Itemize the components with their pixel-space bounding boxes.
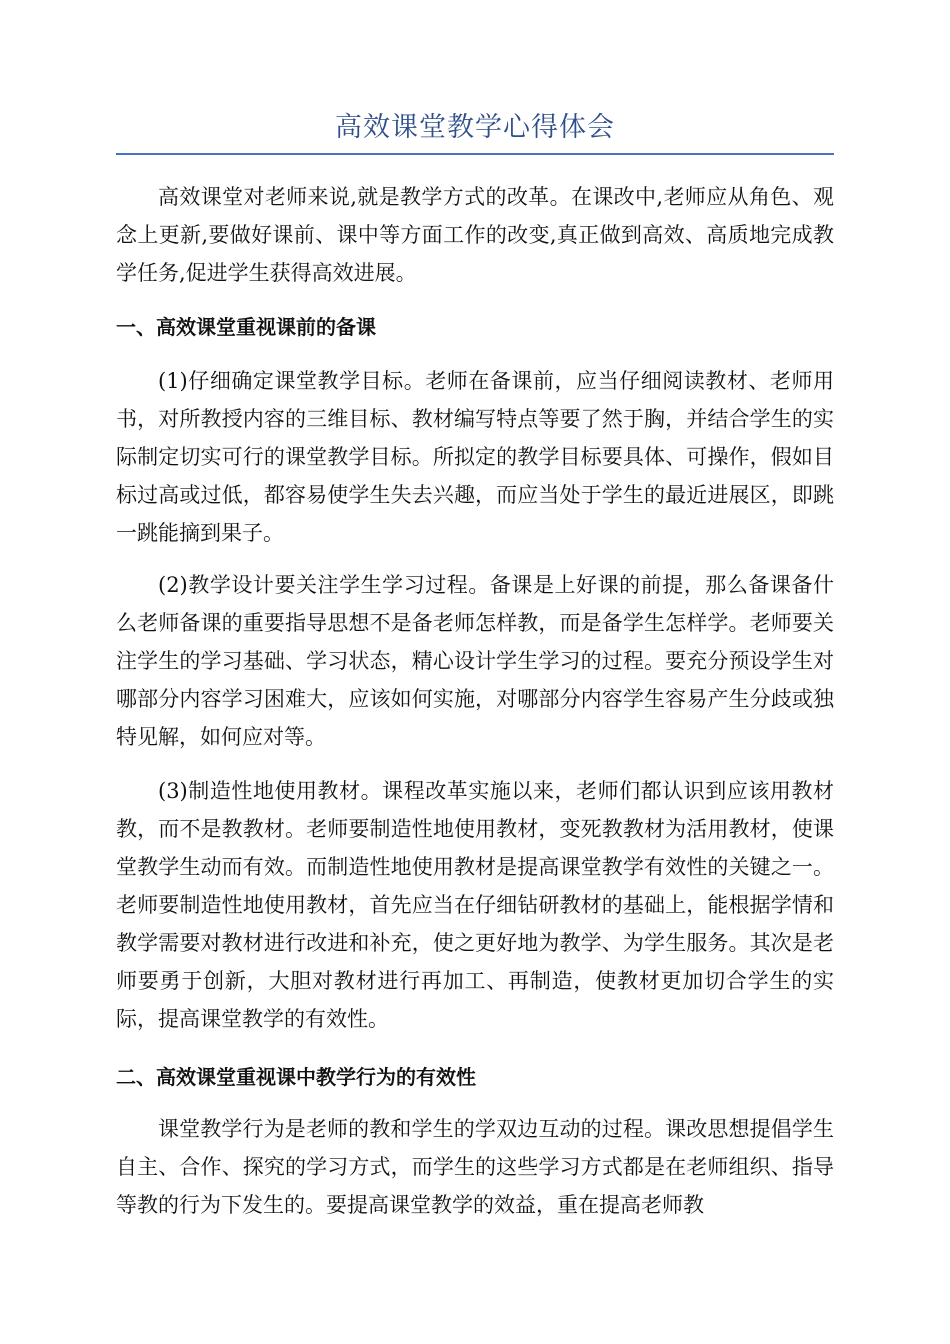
section-2-paragraph-1: 课堂教学行为是老师的教和学生的学双边互动的过程。课改思想提倡学生自主、合作、探究的学习方式，而学生的这些学习方式都是在老师组织、指导等教的行为下发生的。要提高课堂教学的效益，重在提高老师教 bbox=[116, 1117, 834, 1217]
section-1-paragraph-1: (1)仔细确定课堂教学目标。老师在备课前，应当仔细阅读教材、老师用书，对所教授内容的三维目标、教材编写特点等要了然于胸，并结合学生的实际制定切实可行的课堂教学目标。所拟定的教学目标要具体、可操作，假如目标过高或过低，都容易使学生失去兴趣，而应当处于学生的最近进展区，即跳一跳能摘到果子。 bbox=[116, 369, 834, 545]
section-2-heading: 二、高效课堂重视课中教学行为的有效性 bbox=[116, 1065, 476, 1089]
section-1-paragraph-2: (2)教学设计要关注学生学习过程。备课是上好课的前提，那么备课备什么老师备课的重要指导思想不是备老师怎样教，而是备学生怎样学。老师要关注学生的学习基础、学习状态，精心设计学生学习的过程。要充分预设学生对哪部分内容学习困难大，应该如何实施，对哪部分内容学生容易产生分歧或独特见解，如何应对等。 bbox=[116, 573, 834, 749]
section-1-paragraph-3: (3)制造性地使用教材。课程改革实施以来，老师们都认识到应该用教材教，而不是教教材。老师要制造性地使用教材，变死教教材为活用教材，使课堂教学生动而有效。而制造性地使用教材是提高课堂教学有效性的关键之一。老师要制造性地使用教材，首先应当在仔细钻研教材的基础上，能根据学情和教学需要对教材进行改进和补充，使之更好地为教学、为学生服务。其次是老师要勇于创新，大胆对教材进行再加工、再制造，使教材更加切合学生的实际，提高课堂教学的有效性。 bbox=[116, 779, 834, 1031]
intro-paragraph: 高效课堂对老师来说,就是教学方式的改革。在课改中,老师应从角色、观念上更新,要做好课前、课中等方面工作的改变,真正做到高效、高质地完成教学任务,促进学生获得高效进展。 bbox=[116, 185, 834, 285]
document-title: 高效课堂教学心得体会 bbox=[335, 112, 615, 143]
title-underline bbox=[116, 153, 834, 155]
section-1-heading: 一、高效课堂重视课前的备课 bbox=[116, 315, 376, 339]
